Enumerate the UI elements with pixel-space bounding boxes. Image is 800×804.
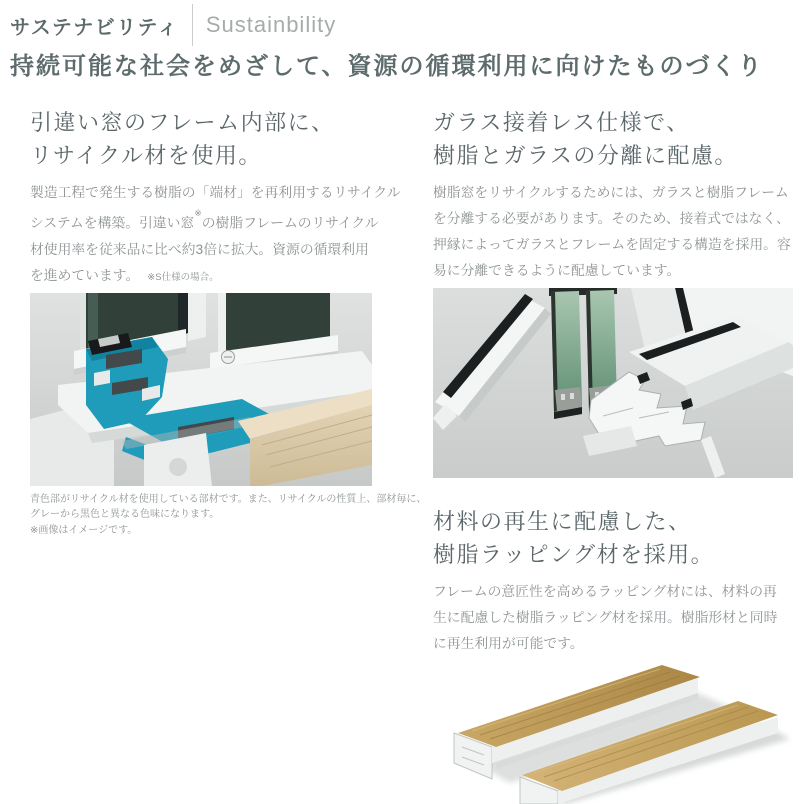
page-title-en: Sustainbility [205,12,337,37]
spec-footnote: ※S仕様の場合。 [147,271,219,283]
reference-mark: ※ [194,208,202,218]
caption-line: グレーから黒色と異なる色味になります。 [30,509,220,521]
figure-caption [30,492,427,539]
glass-separation-figure [433,288,795,478]
body-line: 材使用率を従来品に比べ約3倍に拡大。資源の循環利用 [30,241,369,257]
heading-line: 樹脂とガラスの分離に配慮。 [433,143,738,168]
window-frame-cutaway-figure [30,293,404,486]
section-heading-wrapping [433,505,795,571]
body-line [30,263,404,291]
body-text-part: システムを構築。引違い窓 [30,215,195,231]
column-frame-recycle [30,106,427,538]
body-text-part: を進めています。 [30,267,140,283]
body-line: 易に分離できるように配慮しています。 [433,263,681,278]
column-glass-separation [433,106,795,804]
body-frame-recycle [30,180,404,291]
tagline: 持続可能な社会をめざして、資源の循環利用に向けたものづくり [10,53,764,80]
body-text-part: の樹脂フレームのリサイクル [201,215,379,231]
heading-line: ガラス接着レス仕様で、 [433,110,690,135]
body-line: に再生利用が可能です。 [433,636,584,651]
body-line: 押縁によってガラスとフレームを固定する構造を採用。容 [433,237,791,252]
caption-line: 青色部がリサイクル材を使用している部材です。また、リサイクルの性質上、部材毎に、 [30,493,427,505]
body-line: 樹脂窓をリサイクルするためには、ガラスと樹脂フレーム [433,185,789,200]
heading-line: 材料の再生に配慮した、 [433,509,692,534]
header-divider [192,4,193,46]
wrapping-material-figure [432,659,795,804]
page-title-jp: サステナビリティ [10,16,179,39]
heading-line: 樹脂ラッピング材を採用。 [433,542,715,567]
body-line: フレームの意匠性を高めるラッピング材には、材料の再 [433,584,777,599]
body-line [30,206,404,237]
body-line: を分離する必要があります。そのため、接着式ではなく、 [433,211,790,226]
meeting-stile [188,293,206,341]
body-wrapping [433,579,795,657]
heading-line: 引違い窓のフレーム内部に、 [30,110,335,135]
pedestal-hole [169,458,187,476]
body-line: 製造工程で発生する樹脂の「端材」を再利用するリサイクル [30,185,401,200]
body-line: 生に配慮した樹脂ラッピング材を採用。樹脂形材と同時 [433,610,778,625]
section-heading-glass-separation [433,106,795,172]
body-glass-separation [433,180,795,284]
caption-line: ※画像はイメージです。 [30,524,138,536]
page-header [10,4,336,46]
heading-line: リサイクル材を使用。 [30,143,262,168]
section-heading-frame-recycle [30,106,404,172]
